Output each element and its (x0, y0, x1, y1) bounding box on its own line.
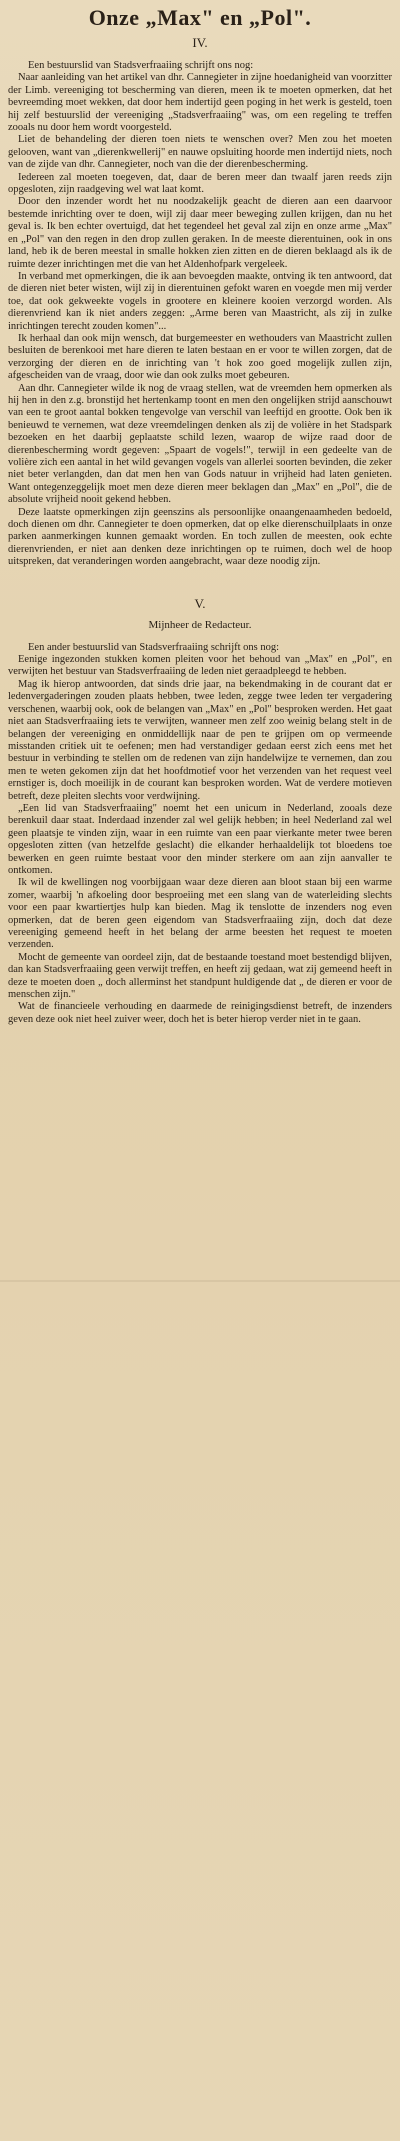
section-v-intro: Een ander bestuurslid van Stadsverfraaiing schrijft ons nog: (28, 641, 280, 653)
section-spacer (8, 569, 392, 587)
section-iv-intro: Een bestuurslid van Stadsverfraaiing schrijft ons nog: (28, 60, 254, 71)
section-iv-paragraph: Naar aanleiding van het artikel van dhr. Cannegieter in zijne hoedanigheid van voorzitter der Limb. vereeniging tot bescherming van dieren, meen ik te moeten opmerken, dat het bevreemding moet wekken, dat door hem indertijd geen poging in het werk is gesteld, toen hij zelf bestuurslid der vereeniging „Stadsverfraaiing" was, om een regeling te treffen zooals nu door hem wordt voorgesteld. (8, 72, 392, 134)
section-iv-paragraph: In verband met opmerkingen, die ik aan bevoegden maakte, ontving ik ten antwoord, dat de dieren niet beter wisten, wijl zij in dierentuinen gefokt waren en voegde men mij verder toe, dat ook gekweekte vogels in grootere en kleinere kooien verzorgd worden. Als dierenvriend kan ik niet anders zeggen: „Arme beren van Maastricht, als zij in zulke inrichtingen terecht zouden komen"... (8, 270, 392, 332)
section-iv-paragraph: Liet de behandeling der dieren toen niets te wenschen over? Men zou het moeten gelooven, want van „dierenkwellerij" en nauwe opsluiting hoorde men indertijd niets, noch van de zijde van dhr. Cannegieter, noch van die der dierenbescherming. (8, 134, 392, 171)
section-v-paragraph: Eenige ingezonden stukken komen pleiten voor het behoud van „Max" en „Pol", en verwijten het bestuur van Stadsverfraaiing de leden niet geraadpleegd te hebben. (8, 654, 392, 678)
section-v-paragraph: „Een lid van Stadsverfraaiing" noemt het een unicum in Nederland, zooals deze berenkuil daar staat. Inderdaad inzender zal wel gelijk hebben; in heel Nederland zal wel geen plaatsje te vinden zijn, waar in een ruimte van een paar vierkante meter twee beren opgesloten zitten (van hetzelfde geslacht) die elkander herhaaldelijk tot bloedens toe bewerken en geen ruimte bestaat voor den minder sterkere om aan zijn aanvaller te ontkomen. (8, 802, 392, 876)
section-v-paragraph: Mag ik hierop antwoorden, dat sinds drie jaar, na bekendmaking in de courant dat er ledenvergaderingen zouden plaats hebben, twee leden, zegge twee leden ter vergadering verschenen, waarbij ook, ook de belangen van „Max" en „Pol" besproken werden. Het gaat niet aan Stadsverfraaiing iets te verwijten, wanneer men zelf zoo weinig belang stelt in de belangen der vereeniging en onmiddellijk naar de pen te grijpen om op vermeende misstanden critiek uit te oefenen; men had verstandiger gedaan eerst zich eens met het bestuur in verbinding te stellen om de redenen van zijn handelwijze te vernemen, dan zou men te weten gekomen zijn dat het hoofdmotief voor het verzenden van het request veel ernstiger is, doch moeilijk in de courant kan besproken worden. Wat de verdere motieven betreft, deze pleiten slechts voor verdwijning. (8, 678, 392, 802)
section-iv-paragraph: Ik herhaal dan ook mijn wensch, dat burgemeester en wethouders van Maastricht zullen besluiten de berenkooi met hare dieren te laten bestaan en er voor te willen zorgen, dat de verzorging der dieren en de inrichting van 't hok zoo goed mogelijk zullen zijn, afgescheiden van de vraag, door wie dan ook zulks moet gebeuren. (8, 332, 392, 382)
section-v-paragraph: Wat de financieele verhouding en daarmede de reinigingsdienst betreft, de inzenders geven deze ook niet heel zuiver weer, doch het is beter hierop verder niet in te gaan. (8, 1001, 392, 1025)
section-number-v: V. (194, 595, 206, 611)
section-number-iv: IV. (192, 35, 208, 50)
section-iv (8, 36, 392, 569)
section-iv-paragraph: Iedereen zal moeten toegeven, dat, daar de beren meer dan twaalf jaren reeds zijn opgesloten, zijn raadgeving wel wat laat komt. (8, 171, 392, 196)
section-v (8, 597, 392, 1027)
section-iv-paragraph: Deze laatste opmerkingen zijn geenszins als persoonlijke onaangenaamheden bedoeld, doch dienen om dhr. Cannegieter te doen opmerken, dat op elke dierenschuilplaats in onze parken aanmerkingen kunnen gemaakt worden. En toch zullen de meesten, ook echte dierenvrienden, er niet aan denken deze inrichtingen op te ruimen, doch wel de hoop uitspreken, dat veranderingen worden aangebracht, waar deze noodig zijn. (8, 506, 392, 568)
section-iv-paragraph: Door den inzender wordt het nu noodzakelijk geacht de dieren aan een daarvoor bestemde inrichting over te doen, wijl zij daar meer beweging zullen krijgen, dan nu het geval is. Ik ben echter overtuigd, dat het tegendeel het geval zal zijn en onze arme „Max" en „Pol" van den regen in den drop zullen geraken. In de meeste dierentuinen, ook in ons land, heb ik de beren meestal in smalle hokken zien zitten en de dieren beklaagd als ik de ruimte dezer inrichtingen met die van het Aldenhofpark vergeleek. (8, 196, 392, 270)
salutation: Mijnheer de Redacteur. (148, 618, 252, 631)
article-headline: Onze „Max" en „Pol". (88, 5, 312, 30)
paper-fold (0, 1280, 400, 1282)
section-iv-paragraph: Aan dhr. Cannegieter wilde ik nog de vraag stellen, wat de vreemden hem opmerken als hij hen in den z.g. bronstijd het hertenkamp toont en men den ongelijken strijd aanschouwt van een te groot aantal bokken tengevolge van verschil van leeftijd en grootte. Ook ben ik benieuwd te vernemen, wat deze vreemdelingen denken als zij de volière in het Stadspark bezoeken en het daarbij geplaatste schild lezen, waarop de wijze raad door de dierenbescherming wordt gegeven: „Spaart de vogels!", terwijl in een gedeelte van de volière zich een aantal in het wild gevangen vogels van allerlei soorten bevinden, die zeker niet beter verlangden, dan dat men hen van Gods natuur in vrijheid had laten genieten. Want ontegenzeggelijk moet men deze dieren meer beklagen dan „Max" en „Pol", die de absolute vrijheid nooit gekend hebben. (8, 382, 392, 506)
section-v-paragraph: Ik wil de kwellingen nog voorbijgaan waar deze dieren aan bloot staan bij een warme zomer, waarbij 'n afkoeling door besproeiing met een slang van de waterleiding slechts voor een paar kwartiertjes hulp kan bieden. Mag ik tenslotte de inzenders nog even opmerken, dat de beren geen eigendom van Stadsverfraaiing zijn, doch dat deze vereeniging gemeend heeft in het belang der arme beesten het request te moeten verzenden. (8, 877, 392, 951)
section-v-paragraph: Mocht de gemeente van oordeel zijn, dat de bestaande toestand moet bestendigd blijven, dan kan Stadsverfraaiing geen verwijt treffen, en heeft zij gedaan, wat zij gemeend heeft in deze te moeten doen „ doch allerminst het standpunt huldigende dat „ de dieren er voor de menschen zijn." (8, 951, 392, 1001)
